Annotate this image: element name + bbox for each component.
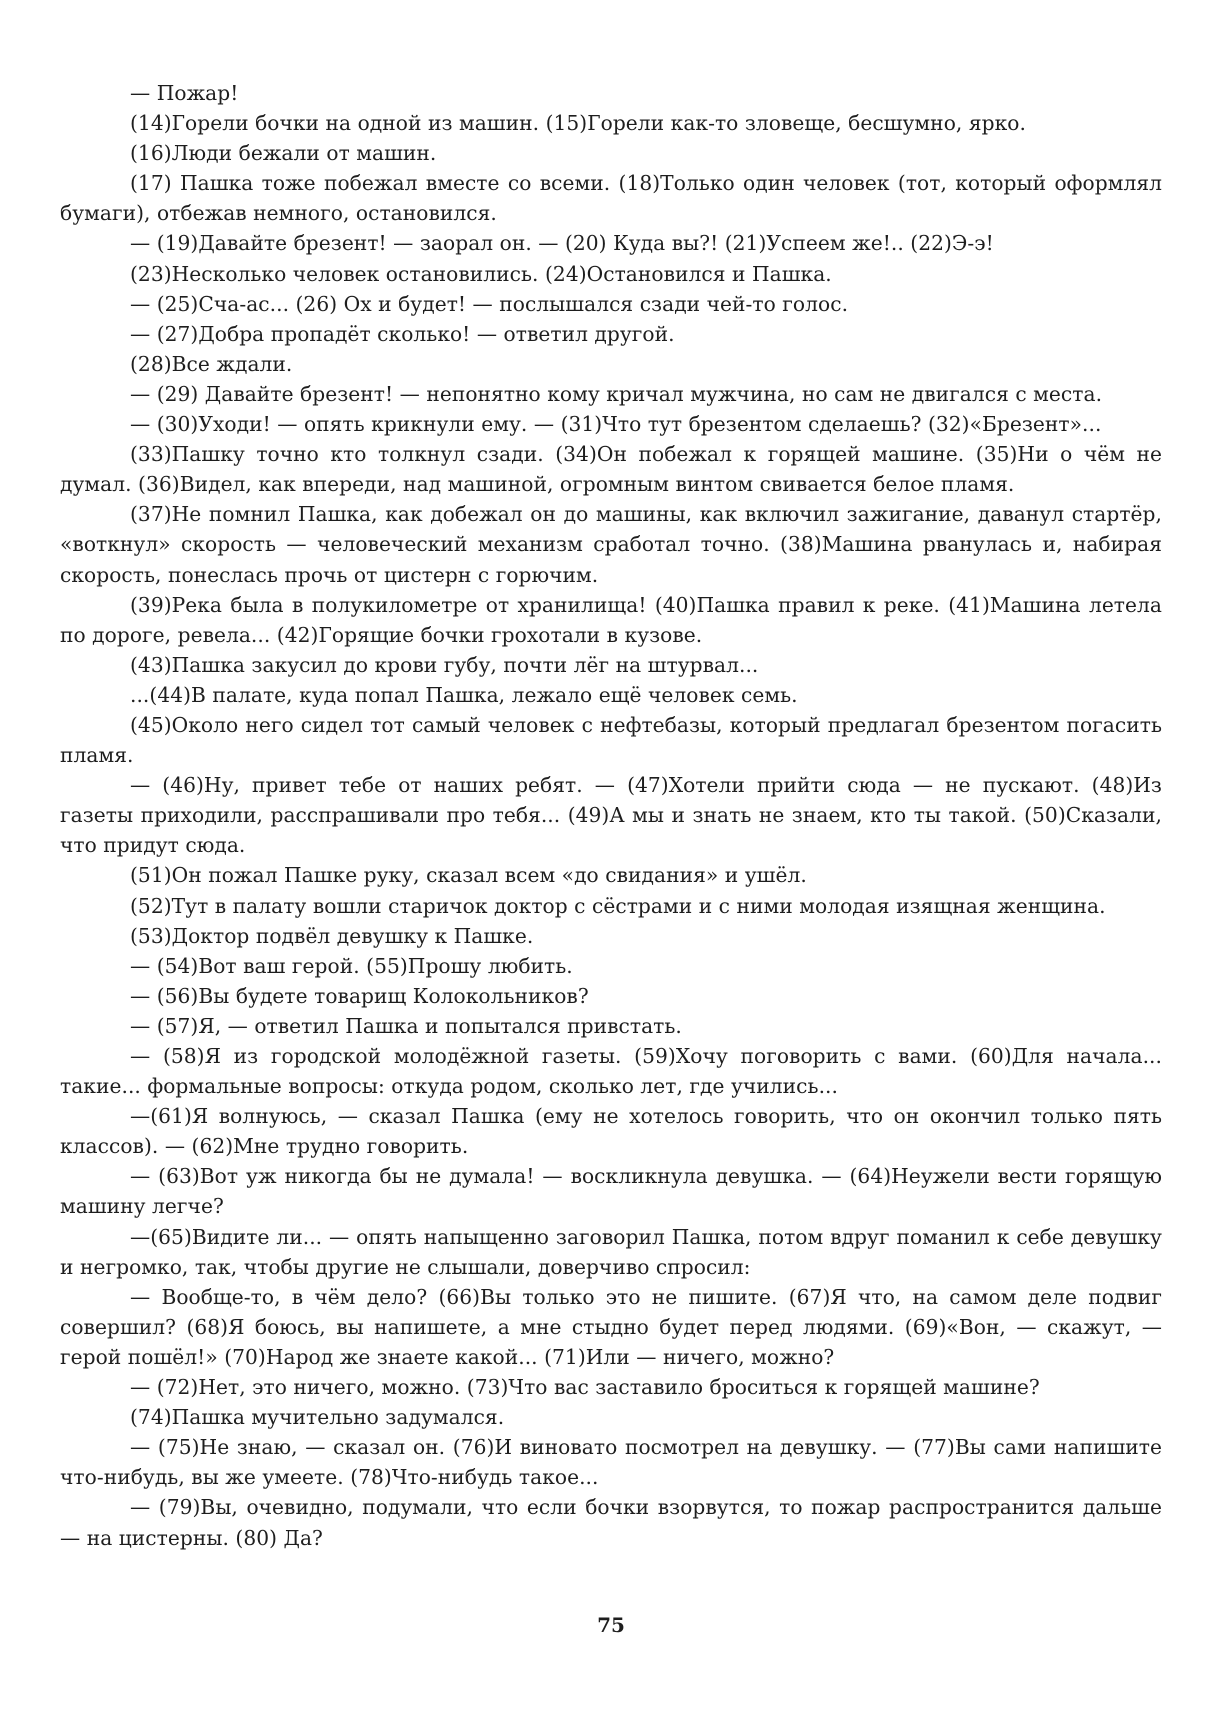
paragraph: (39)Река была в полукилометре от хранилища! (40)Пашка правил к реке. (41)Машина летела по дороге, ревела... (42)Горящие бочки грохотали в кузове. (60, 592, 1162, 647)
paragraph: (17) Пашка тоже побежал вместе со всеми. (18)Только один человек (тот, который оформлял бумаги), отбежав немного, остановился. (60, 171, 1162, 226)
page-number: 75 (597, 1613, 625, 1637)
paragraph: ...(44)В палате, куда попал Пашка, лежало ещё человек семь. (130, 682, 798, 707)
paragraph: — (58)Я из городской молодёжной газеты. (59)Хочу поговорить с вами. (60)Для начала... такие... формальные вопросы: откуда родом, сколько лет, где учились... (60, 1044, 1162, 1099)
paragraph: (51)Он пожал Пашке руку, сказал всем «до свидания» и ушёл. (130, 863, 807, 888)
paragraph: — (63)Вот уж никогда бы не думала! — воскликнула девушка. — (64)Неужели вести горящую машину легче? (60, 1164, 1162, 1219)
paragraph: (14)Горели бочки на одной из машин. (15)Горели как-то зловеще, бесшумно, ярко. (130, 111, 1026, 136)
paragraph: (52)Тут в палату вошли старичок доктор с сёстрами и с ними молодая изящная женщина. (130, 893, 1106, 918)
paragraph: — Пожар! (130, 81, 239, 105)
paragraph: — Вообще-то, в чём дело? (66)Вы только это не пишите. (67)Я что, на самом деле подвиг совершил? (68)Я боюсь, вы напишете, а мне стыдно будет перед людями. (69)«Вон, — скажут, — герой пошёл!» (70)Народ же знаете какой... (71)Или — ничего, можно? (60, 1284, 1162, 1369)
paragraph: — (46)Ну, привет тебе от наших ребят. — (47)Хотели прийти сюда — не пускают. (48)Из газеты приходили, расспрашивали про тебя... (49)А мы и знать не знаем, кто ты такой. (50)Сказали, что придут сюда. (60, 773, 1162, 858)
paragraph: — (57)Я, — ответил Пашка и попытался привстать. (130, 1013, 682, 1038)
paragraph: (45)Около него сидел тот самый человек с нефтебазы, который предлагал брезентом погасить пламя. (60, 712, 1162, 768)
paragraph: — (29) Давайте брезент! — непонятно кому кричал мужчина, но сам не двигался с места. (130, 381, 1103, 406)
document-body (60, 78, 1162, 1553)
paragraph: — (56)Вы будете товарищ Колокольников? (130, 983, 589, 1008)
paragraph: — (54)Вот ваш герой. (55)Прошу любить. (130, 953, 573, 978)
paragraph: (43)Пашка закусил до крови губу, почти лёг на штурвал... (130, 652, 759, 677)
paragraph: — (25)Сча-ас... (26) Ох и будет! — послышался сзади чей-то голос. (130, 291, 849, 316)
paragraph: — (75)Не знаю, — сказал он. (76)И виновато посмотрел на девушку. — (77)Вы сами напишите что-нибудь, вы же умеете. (78)Что-нибудь такое... (60, 1435, 1162, 1490)
paragraph: — (30)Уходи! — опять крикнули ему. — (31)Что тут брезентом сделаешь? (32)«Брезент»... (130, 412, 1102, 437)
paragraph: — (19)Давайте брезент! — заорал он. — (20) Куда вы?! (21)Успеем же!.. (22)Э-э! (130, 231, 994, 256)
paragraph: —(61)Я волнуюсь, — сказал Пашка (ему не хотелось говорить, что он окончил только пять классов). — (62)Мне трудно говорить. (60, 1104, 1162, 1159)
paragraph: — (79)Вы, очевидно, подумали, что если бочки взорвутся, то пожар распространится дальше — на цистерны. (80) Да? (60, 1495, 1162, 1550)
paragraph: (28)Все ждали. (130, 351, 293, 376)
paragraph: (53)Доктор подвёл девушку к Пашке. (130, 923, 534, 948)
paragraph: — (27)Добра пропадёт сколько! — ответил другой. (130, 321, 675, 346)
paragraph: (74)Пашка мучительно задумался. (130, 1405, 505, 1430)
paragraph: (37)Не помнил Пашка, как добежал он до машины, как включил зажигание, даванул стартёр, «воткнул» скорость — человеческий механизм сработал точно. (38)Машина рванулась и, набирая скорость, понеслась прочь от цистерн с горючим. (60, 502, 1162, 587)
paragraph: (16)Люди бежали от машин. (130, 141, 437, 166)
paragraph: —(65)Видите ли... — опять напыщенно заговорил Пашка, потом вдруг поманил к себе девушку и негромко, так, чтобы другие не слышали, доверчиво спросил: (60, 1224, 1162, 1279)
paragraph: (23)Несколько человек остановились. (24)Остановился и Пашка. (130, 261, 832, 286)
paragraph: (33)Пашку точно кто толкнул сзади. (34)Он побежал к горящей машине. (35)Ни о чём не думал. (36)Видел, как впереди, над машиной, огромным винтом свивается белое пламя. (60, 442, 1162, 497)
paragraph: — (72)Нет, это ничего, можно. (73)Что вас заставило броситься к горящей машине? (130, 1375, 1040, 1400)
